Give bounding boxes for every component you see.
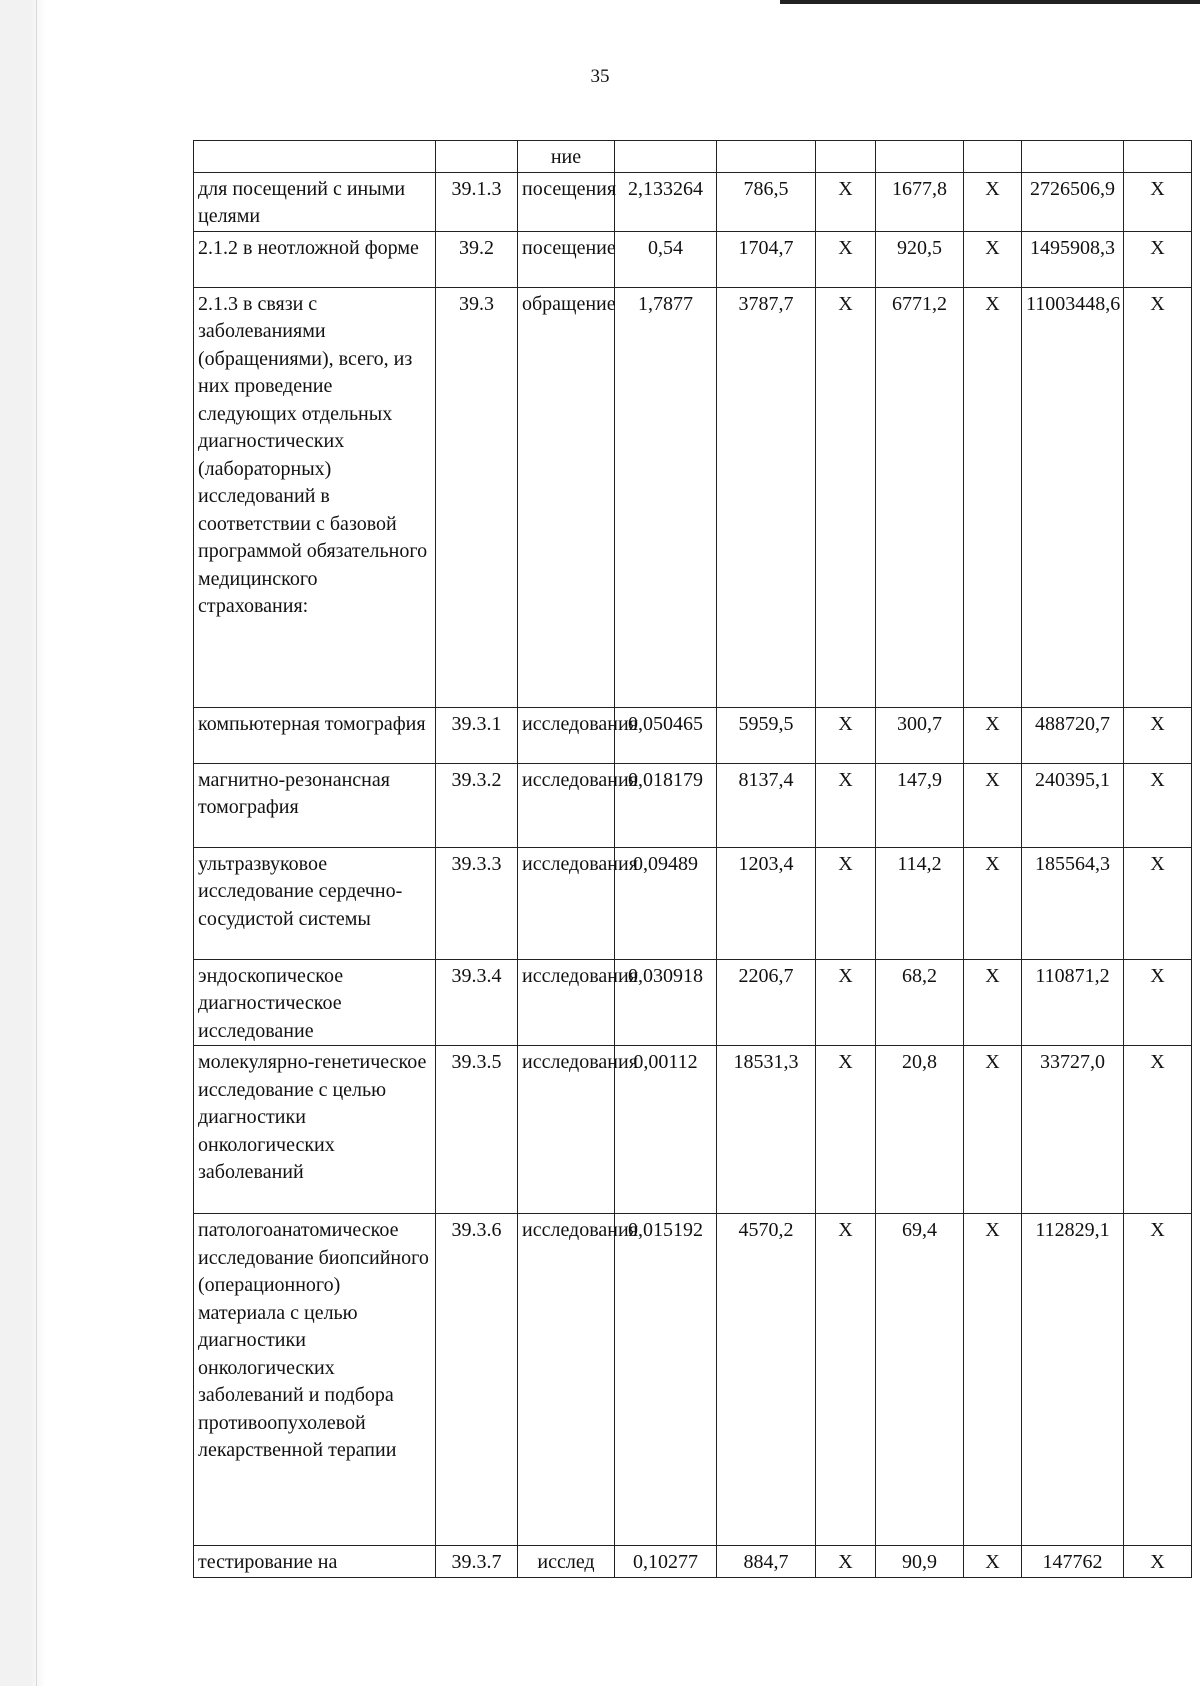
row-norm: 0,09489 <box>615 847 717 959</box>
row-cost: 4570,2 <box>717 1214 816 1546</box>
row-x2: X <box>964 172 1022 231</box>
row-unit: обращение <box>518 287 615 707</box>
row-x1: X <box>816 172 876 231</box>
row-name: эндоскопическое диагностическое исследование <box>194 959 436 1046</box>
row-cost: 2206,7 <box>717 959 816 1046</box>
row-norm: 0,018179 <box>615 763 717 847</box>
row-norm: 0,54 <box>615 231 717 287</box>
row-x2: X <box>964 231 1022 287</box>
row-name: ультразвуковое исследование сердечно-сосудистой системы <box>194 847 436 959</box>
table-row <box>194 231 1192 287</box>
row-unit: посещения <box>518 172 615 231</box>
row-cost: 5959,5 <box>717 707 816 763</box>
row-x3 <box>1124 141 1192 173</box>
table-row <box>194 707 1192 763</box>
row-x3: X <box>1124 763 1192 847</box>
row-code <box>436 141 518 173</box>
row-cost: 8137,4 <box>717 763 816 847</box>
row-x2: X <box>964 707 1022 763</box>
row-unit: исследования <box>518 959 615 1046</box>
row-per-capita: 90,9 <box>876 1546 964 1578</box>
row-total: 110871,2 <box>1022 959 1124 1046</box>
row-unit: исследования <box>518 707 615 763</box>
row-code: 39.3.1 <box>436 707 518 763</box>
table-row <box>194 141 1192 173</box>
row-name: магнитно-резонансная томография <box>194 763 436 847</box>
row-x1: X <box>816 1546 876 1578</box>
scan-edge <box>0 0 46 1686</box>
row-total: 1495908,3 <box>1022 231 1124 287</box>
row-norm: 1,7877 <box>615 287 717 707</box>
table-row <box>194 1046 1192 1214</box>
row-x2: X <box>964 287 1022 707</box>
row-x2: X <box>964 763 1022 847</box>
row-x2: X <box>964 1546 1022 1578</box>
row-total: 488720,7 <box>1022 707 1124 763</box>
row-x1: X <box>816 707 876 763</box>
row-per-capita: 6771,2 <box>876 287 964 707</box>
row-per-capita: 69,4 <box>876 1214 964 1546</box>
row-x3: X <box>1124 959 1192 1046</box>
row-cost: 1203,4 <box>717 847 816 959</box>
row-code: 39.3.5 <box>436 1046 518 1214</box>
row-code: 39.3.6 <box>436 1214 518 1546</box>
row-total: 240395,1 <box>1022 763 1124 847</box>
row-x1: X <box>816 231 876 287</box>
row-code: 39.1.3 <box>436 172 518 231</box>
row-x1 <box>816 141 876 173</box>
row-x1: X <box>816 847 876 959</box>
row-unit: исследования <box>518 847 615 959</box>
row-per-capita: 1677,8 <box>876 172 964 231</box>
row-norm: 0,00112 <box>615 1046 717 1214</box>
row-x3: X <box>1124 1214 1192 1546</box>
row-cost: 3787,7 <box>717 287 816 707</box>
row-per-capita: 147,9 <box>876 763 964 847</box>
row-total: 33727,0 <box>1022 1046 1124 1214</box>
row-per-capita <box>876 141 964 173</box>
row-name: патологоанатомическое исследование биопсийного (операционного) материала с целью диагностики онкологических заболеваний и подбора противоопухолевой лекарственной терапии <box>194 1214 436 1546</box>
row-total: 147762 <box>1022 1546 1124 1578</box>
row-total: 11003448,6 <box>1022 287 1124 707</box>
row-cost: 18531,3 <box>717 1046 816 1214</box>
row-x1: X <box>816 1046 876 1214</box>
row-total: 185564,3 <box>1022 847 1124 959</box>
row-x1: X <box>816 763 876 847</box>
row-unit: исследования <box>518 763 615 847</box>
row-code: 39.3.7 <box>436 1546 518 1578</box>
row-cost: 884,7 <box>717 1546 816 1578</box>
row-x3: X <box>1124 847 1192 959</box>
row-name: компьютерная томография <box>194 707 436 763</box>
row-x3: X <box>1124 287 1192 707</box>
row-unit: ние <box>518 141 615 173</box>
table-row <box>194 847 1192 959</box>
table-row <box>194 763 1192 847</box>
row-norm: 2,133264 <box>615 172 717 231</box>
row-cost: 1704,7 <box>717 231 816 287</box>
row-x1: X <box>816 287 876 707</box>
row-name: молекулярно-генетическое исследование с целью диагностики онкологических заболеваний <box>194 1046 436 1214</box>
table-row <box>194 1214 1192 1546</box>
row-name: 2.1.2 в неотложной форме <box>194 231 436 287</box>
row-x1: X <box>816 1214 876 1546</box>
row-code: 39.3.4 <box>436 959 518 1046</box>
row-x2 <box>964 141 1022 173</box>
table-row <box>194 172 1192 231</box>
row-norm: 0,030918 <box>615 959 717 1046</box>
row-unit: исследования <box>518 1214 615 1546</box>
row-x1: X <box>816 959 876 1046</box>
row-code: 39.3.2 <box>436 763 518 847</box>
top-rule <box>780 0 1200 4</box>
row-per-capita: 300,7 <box>876 707 964 763</box>
row-code: 39.2 <box>436 231 518 287</box>
row-code: 39.3.3 <box>436 847 518 959</box>
row-name: тестирование на <box>194 1546 436 1578</box>
row-x3: X <box>1124 1546 1192 1578</box>
data-table <box>193 140 1192 1578</box>
row-norm: 0,015192 <box>615 1214 717 1546</box>
row-name: 2.1.3 в связи с заболеваниями (обращениями), всего, из них проведение следующих отдельных диагностических (лабораторных) исследований в соответствии с базовой программой обязательного медицинского страхования: <box>194 287 436 707</box>
row-x2: X <box>964 959 1022 1046</box>
row-x3: X <box>1124 172 1192 231</box>
table-row <box>194 287 1192 707</box>
row-x2: X <box>964 847 1022 959</box>
row-total: 112829,1 <box>1022 1214 1124 1546</box>
row-per-capita: 114,2 <box>876 847 964 959</box>
row-unit: исследования <box>518 1046 615 1214</box>
row-per-capita: 920,5 <box>876 231 964 287</box>
scan-edge-line <box>36 0 37 1686</box>
row-per-capita: 20,8 <box>876 1046 964 1214</box>
row-name: для посещений с иными целями <box>194 172 436 231</box>
row-total: 2726506,9 <box>1022 172 1124 231</box>
row-cost: 786,5 <box>717 172 816 231</box>
row-per-capita: 68,2 <box>876 959 964 1046</box>
row-cost <box>717 141 816 173</box>
row-unit: посещение <box>518 231 615 287</box>
row-total <box>1022 141 1124 173</box>
row-x3: X <box>1124 1046 1192 1214</box>
row-x2: X <box>964 1214 1022 1546</box>
row-x3: X <box>1124 231 1192 287</box>
row-norm <box>615 141 717 173</box>
row-unit: исслед <box>518 1546 615 1578</box>
row-name <box>194 141 436 173</box>
row-norm: 0,050465 <box>615 707 717 763</box>
row-x3: X <box>1124 707 1192 763</box>
row-x2: X <box>964 1046 1022 1214</box>
row-norm: 0,10277 <box>615 1546 717 1578</box>
row-code: 39.3 <box>436 287 518 707</box>
table-row <box>194 959 1192 1046</box>
page-number: 35 <box>590 66 610 87</box>
table-row <box>194 1546 1192 1578</box>
